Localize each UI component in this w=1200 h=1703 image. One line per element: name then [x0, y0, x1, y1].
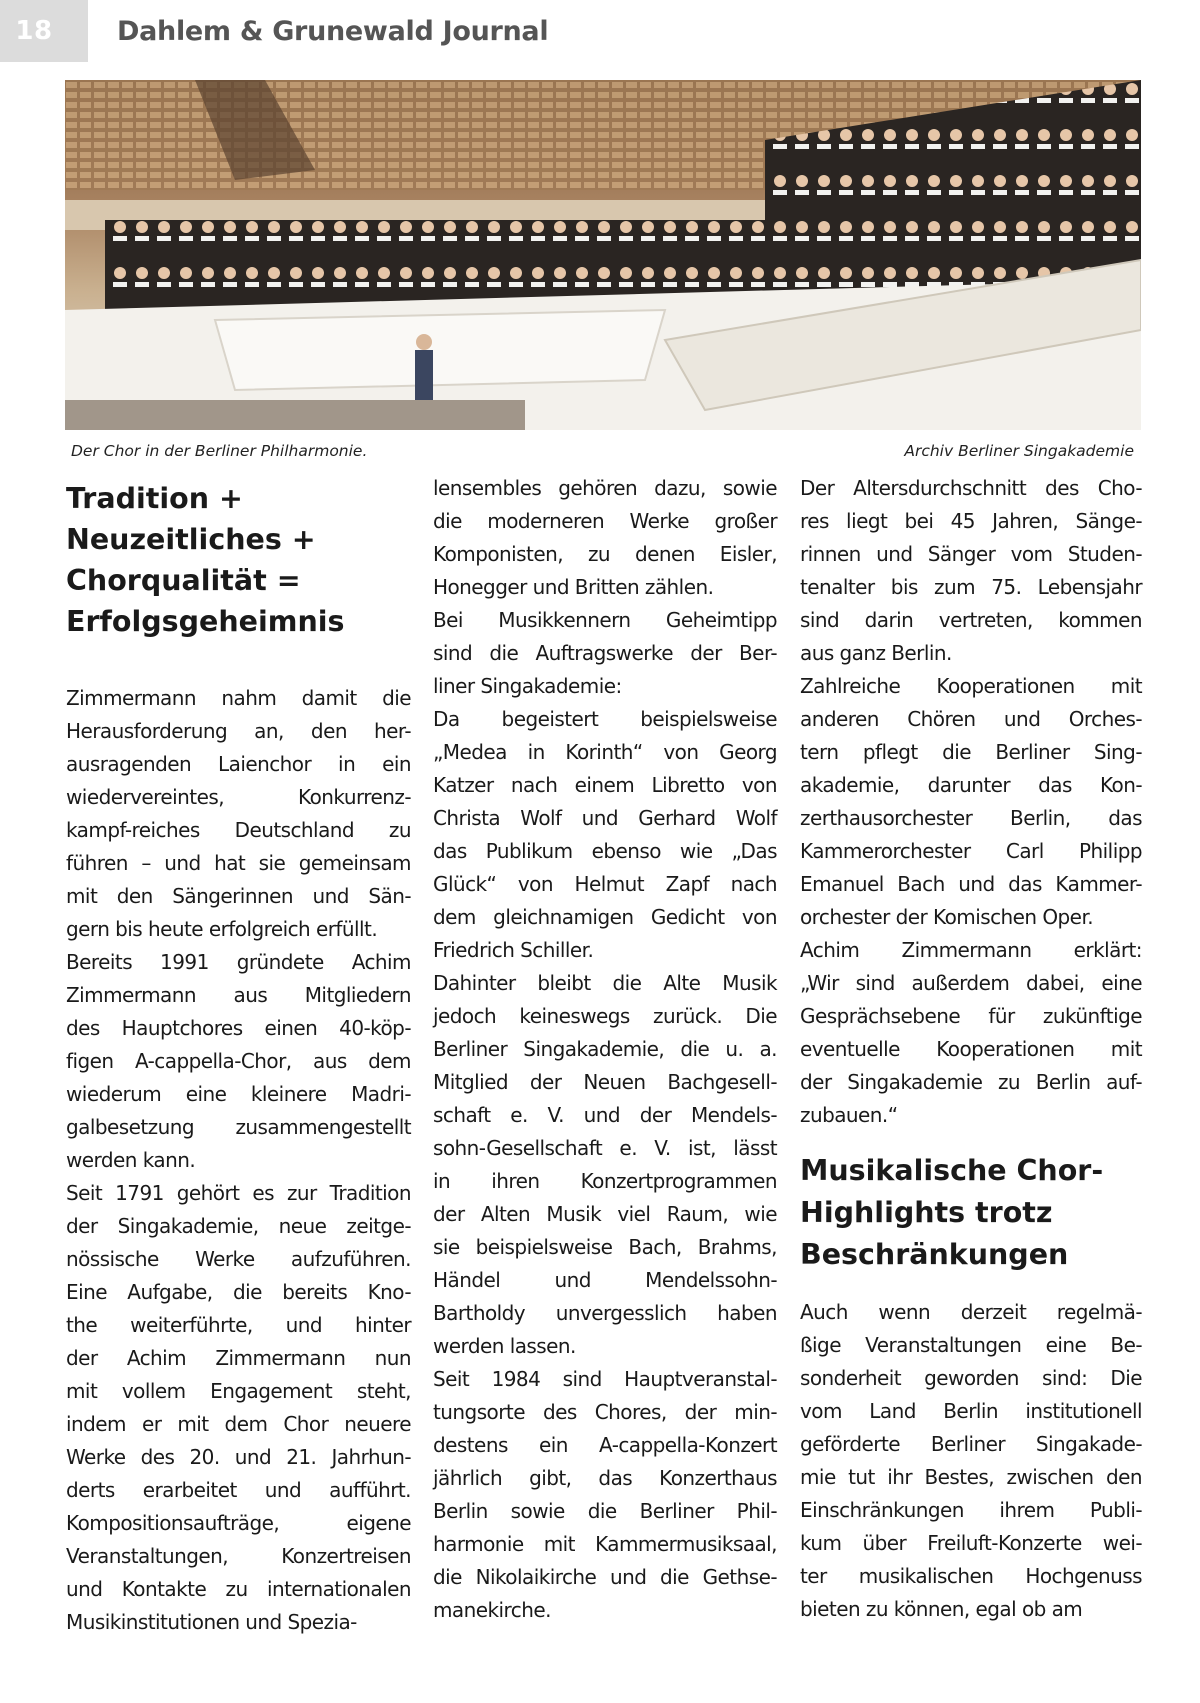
text-line: Veranstaltungen, Konzertreisen [66, 1544, 411, 1568]
text-line: werden kann. [66, 1148, 196, 1172]
text-line: Emanuel Bach und das Kammer- [800, 872, 1142, 896]
text-line: führen – und hat sie gemeinsam [66, 851, 411, 875]
text-line: Eine Aufgabe, die bereits Kno- [66, 1280, 411, 1304]
text-line: wiedervereintes, Konkurrenz- [66, 785, 411, 809]
text-line: der Alten Musik viel Raum, wie [433, 1202, 777, 1226]
text-line: galbesetzung zusammengestellt [66, 1115, 411, 1139]
text-line: werden lassen. [433, 1334, 576, 1358]
heading-line: Chorqualität = [66, 564, 301, 597]
text-line: Bartholdy unvergesslich haben [433, 1301, 777, 1325]
photo-credit: Archiv Berliner Singakademie [904, 442, 1134, 460]
text-line: Auch wenn derzeit regelmä- [800, 1300, 1142, 1324]
text-line: Christa Wolf und Gerhard Wolf [433, 806, 777, 830]
paragraph [433, 1363, 777, 1627]
text-line: aus ganz Berlin. [800, 641, 952, 665]
text-line: zerthausorchester Berlin, das [800, 806, 1142, 830]
text-line: manekirche. [433, 1598, 551, 1622]
text-line: sohn-Gesellschaft e. V. ist, lässt [433, 1136, 777, 1160]
heading-line: Erfolgsgeheimnis [66, 605, 345, 638]
text-line: Achim Zimmermann erklärt: [800, 938, 1142, 962]
text-line: Da begeistert beispielsweise [433, 707, 777, 731]
choir-photo-illustration [65, 80, 1141, 430]
text-line: ausragenden Laienchor in ein [66, 752, 411, 776]
text-line: sind darin vertreten, kommen [800, 608, 1142, 632]
paragraph [66, 946, 411, 1177]
heading-line: Neuzeitliches + [66, 523, 316, 556]
text-line: wiederum eine kleinere Madri- [66, 1082, 411, 1106]
text-line: orchester der Komischen Oper. [800, 905, 1094, 929]
paragraph [433, 472, 777, 604]
text-line: tungsorte des Chores, der min- [433, 1400, 777, 1424]
text-line: mit vollem Engagement steht, [66, 1379, 411, 1403]
text-line: bieten zu können, egal ob am [800, 1597, 1083, 1621]
text-line: das Publikum ebenso wie „Das [433, 839, 777, 863]
text-line: tenalter bis zum 75. Lebensjahr [800, 575, 1142, 599]
text-line: zubauen.“ [800, 1103, 898, 1127]
text-line: kampf-reiches Deutschland zu [66, 818, 411, 842]
text-line: Bereits 1991 gründete Achim [66, 950, 411, 974]
text-line: the weiterführte, und hinter [66, 1313, 411, 1337]
text-line: Friedrich Schiller. [433, 938, 594, 962]
text-line: mit den Sängerinnen und Sän- [66, 884, 411, 908]
article-column-3 [800, 472, 1142, 1626]
text-line: Musikinstitutionen und Spezia- [66, 1610, 357, 1634]
text-line: Seit 1984 sind Hauptveranstal- [433, 1367, 777, 1391]
text-line: Der Altersdurchschnitt des Cho- [800, 476, 1142, 500]
text-line: des Hauptchores einen 40-köp- [66, 1016, 411, 1040]
heading-line: Highlights trotz [800, 1196, 1053, 1229]
text-line: dem gleichnamigen Gedicht von [433, 905, 777, 929]
text-line: derts erarbeitet und aufführt. [66, 1478, 411, 1502]
text-line: die moderneren Werke großer [433, 509, 777, 533]
text-line: und Kontakte zu internationalen [66, 1577, 411, 1601]
column-body [800, 1296, 1142, 1626]
text-line: eventuelle Kooperationen mit [800, 1037, 1142, 1061]
text-line: in ihren Konzertprogrammen [433, 1169, 777, 1193]
text-line: Kompositionsaufträge, eigene [66, 1511, 411, 1535]
text-line: Seit 1791 gehört es zur Tradition [66, 1181, 411, 1205]
paragraph [66, 682, 411, 946]
text-line: Herausforderung an, den her- [66, 719, 411, 743]
column-body [66, 682, 411, 1639]
text-line: geförderte Berliner Singakade- [800, 1432, 1142, 1456]
heading-line: Tradition + [66, 482, 243, 515]
article-heading [66, 478, 411, 642]
text-line: Gesprächsebene für zukünftige [800, 1004, 1142, 1028]
text-line: destens ein A-cappella-Konzert [433, 1433, 777, 1457]
journal-title: Dahlem & Grunewald Journal [117, 16, 549, 47]
text-line: jährlich gibt, das Konzerthaus [433, 1466, 777, 1490]
text-line: Einschränkungen ihrem Publi- [800, 1498, 1142, 1522]
text-line: die Nikolaikirche und die Gethse- [433, 1565, 777, 1589]
text-line: der Singakademie zu Berlin auf- [800, 1070, 1142, 1094]
text-line: Katzer nach einem Libretto von [433, 773, 777, 797]
text-line: Werke des 20. und 21. Jahrhun- [66, 1445, 411, 1469]
text-line: Kammerorchester Carl Philipp [800, 839, 1142, 863]
text-line: res liegt bei 45 Jahren, Sänge- [800, 509, 1142, 533]
text-line: Zimmermann nahm damit die [66, 686, 411, 710]
text-line: „Wir sind außerdem dabei, eine [800, 971, 1142, 995]
text-line: harmonie mit Kammermusiksaal, [433, 1532, 777, 1556]
text-line: der Achim Zimmermann nun [66, 1346, 411, 1370]
text-line: lensembles gehören dazu, sowie [433, 476, 777, 500]
article-column-2 [433, 472, 777, 1627]
heading-line: Beschränkungen [800, 1238, 1069, 1271]
text-line: Komponisten, zu denen Eisler, [433, 542, 777, 566]
page-number-box [0, 0, 88, 62]
text-line: der Singakademie, neue zeitge- [66, 1214, 411, 1238]
text-line: Honegger und Britten zählen. [433, 575, 714, 599]
text-line: sind die Auftragswerke der Ber- [433, 641, 777, 665]
text-line: akademie, darunter das Kon- [800, 773, 1142, 797]
text-line: jedoch keineswegs zurück. Die [433, 1004, 777, 1028]
choir-photo [65, 80, 1141, 430]
article-column-1 [66, 472, 411, 1639]
text-line: sonderheit geworden sind: Die [800, 1366, 1142, 1390]
text-line: tern pflegt die Berliner Sing- [800, 740, 1142, 764]
heading-line: Musikalische Chor- [800, 1154, 1104, 1187]
paragraph [433, 703, 777, 967]
paragraph [800, 472, 1142, 670]
column-body [433, 472, 777, 1627]
text-line: Händel und Mendelssohn- [433, 1268, 777, 1292]
text-line: Dahinter bleibt die Alte Musik [433, 971, 777, 995]
text-line: Zahlreiche Kooperationen mit [800, 674, 1142, 698]
page-number: 18 [15, 16, 53, 46]
text-line: sie beispielsweise Bach, Brahms, [433, 1235, 777, 1259]
text-line: ßige Veranstaltungen eine Be- [800, 1333, 1142, 1357]
text-line: anderen Chören und Orches- [800, 707, 1142, 731]
text-line: Berlin sowie die Berliner Phil- [433, 1499, 777, 1523]
section-heading [800, 1150, 1142, 1276]
text-line: Mitglied der Neuen Bachgesell- [433, 1070, 777, 1094]
text-line: gern bis heute erfolgreich erfüllt. [66, 917, 378, 941]
text-line: indem er mit dem Chor neuere [66, 1412, 411, 1436]
text-line: schaft e. V. und der Mendels- [433, 1103, 777, 1127]
paragraph [66, 1177, 411, 1639]
text-line: rinnen und Sänger vom Studen- [800, 542, 1142, 566]
column-body [800, 472, 1142, 1132]
text-line: figen A-cappella-Chor, aus dem [66, 1049, 411, 1073]
text-line: „Medea in Korinth“ von Georg [433, 740, 777, 764]
paragraph [433, 967, 777, 1363]
text-line: liner Singakademie: [433, 674, 622, 698]
text-line: mie tut ihr Bestes, zwischen den [800, 1465, 1142, 1489]
text-line: Glück“ von Helmut Zapf nach [433, 872, 777, 896]
paragraph [800, 934, 1142, 1132]
paragraph [433, 604, 777, 703]
photo-caption: Der Chor in der Berliner Philharmonie. [71, 442, 368, 460]
text-line: vom Land Berlin institutionell [800, 1399, 1142, 1423]
text-line: ter musikalischen Hochgenuss [800, 1564, 1142, 1588]
text-line: Bei Musikkennern Geheimtipp [433, 608, 777, 632]
text-line: Berliner Singakademie, die u. a. [433, 1037, 777, 1061]
text-line: nössische Werke aufzuführen. [66, 1247, 411, 1271]
text-line: Zimmermann aus Mitgliedern [66, 983, 411, 1007]
paragraph [800, 670, 1142, 934]
paragraph [800, 1296, 1142, 1626]
text-line: kum über Freiluft-Konzerte wei- [800, 1531, 1142, 1555]
